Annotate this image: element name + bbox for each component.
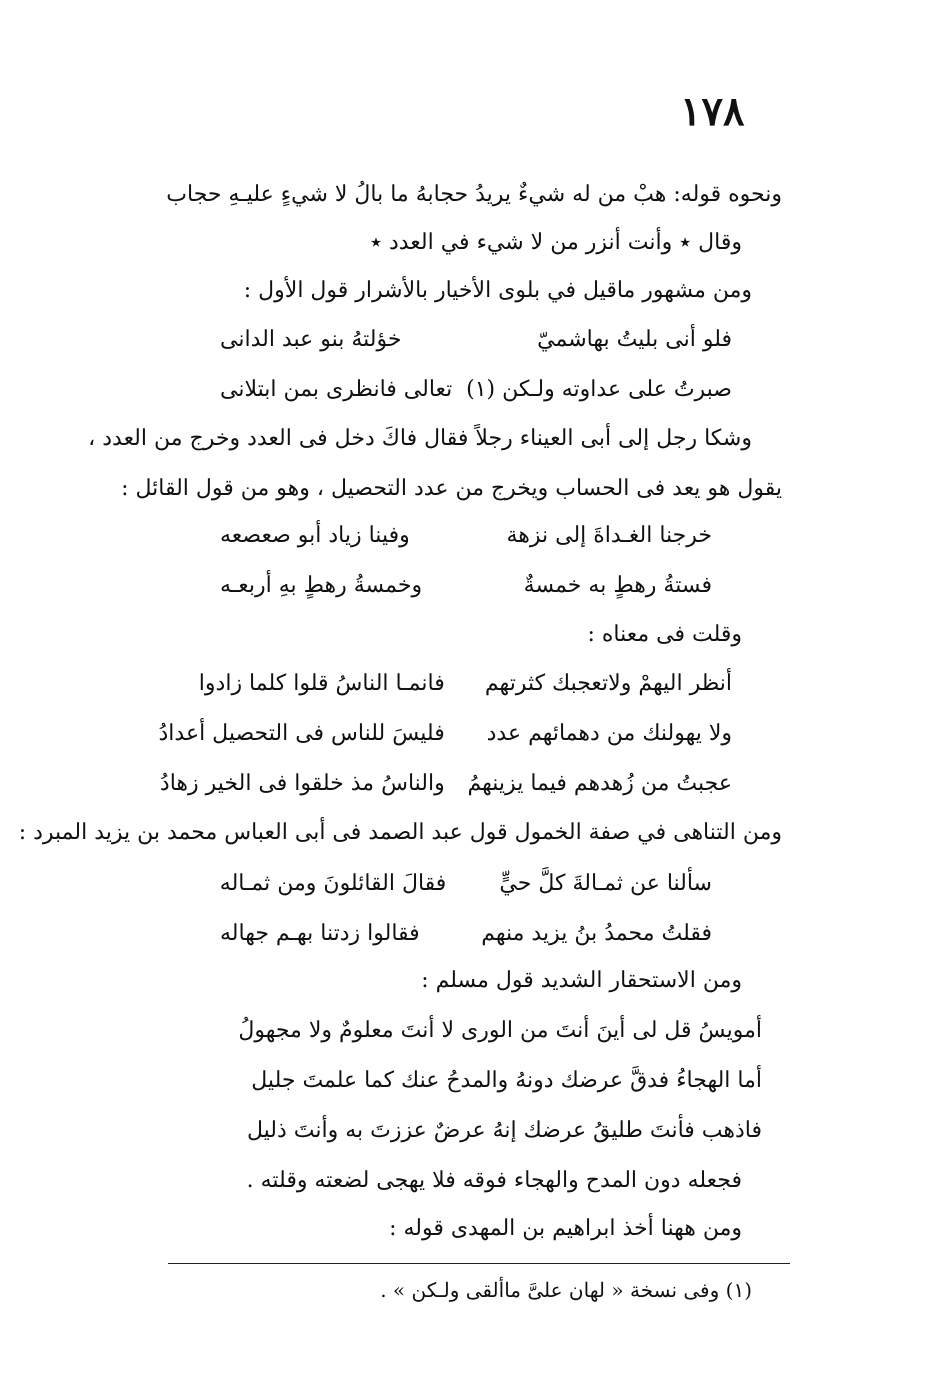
verse-2-2 (220, 570, 712, 602)
text-line-7: ومن التناهى في صفة الخمول قول عبد الصمد فى أبى العباس محمد بن يزيد المبرد : (18, 820, 782, 845)
verse-hemistich-first: فستةُ رهطٍ به خمسةٌ (523, 573, 712, 598)
verse-hemistich-second: وخمسةُ رهطٍ بهِ أربعـه (220, 573, 423, 598)
text-line-6: وقلت فى معناه : (587, 622, 742, 647)
verse-1-1 (220, 324, 732, 356)
text-line-10: أما الهجاءُ فدقَّ عرضك دونهُ والمدحُ عنك كما علمتَ جليل (251, 1068, 762, 1093)
text-line-8: ومن الاستحقار الشديد قول مسلم : (421, 968, 742, 993)
verse-hemistich-second: فليسَ للناس فى التحصيل أعدادُ (158, 721, 445, 746)
text-line-9: أمويسُ قل لى أينَ أنتَ من الورى لا أنتَ معلومٌ ولا مجهولُ (238, 1018, 762, 1043)
verse-hemistich-second: وفينا زياد أبو صعصعه (220, 523, 410, 548)
page-number: ١٧٨ (680, 88, 745, 135)
verse-hemistich-second: تعالى فانظرى بمن ابتلانى (220, 377, 453, 402)
verse-4-2 (220, 918, 712, 950)
text-line-3: ومن مشهور ماقيل في بلوى الأخيار بالأشرار قول الأول : (243, 278, 752, 303)
verse-hemistich-first: خرجنا الغـداةَ إلى نزهة (506, 523, 712, 548)
text-line-12: فجعله دون المدح والهجاء فوقه فلا يهجى لضعته وقلته . (246, 1168, 742, 1193)
verse-hemistich-first: فقلتُ محمدُ بنُ يزيد منهم (481, 921, 712, 946)
verse-3-1 (200, 668, 732, 700)
verse-hemistich-first: فلو أنى بليتُ بهاشميّ (537, 327, 732, 352)
text-line-13: ومن ههنا أخذ ابراهيم بن المهدى قوله : (389, 1216, 742, 1241)
verse-hemistich-first: صبرتُ على عداوته ولـكن (١) (466, 377, 732, 402)
verse-hemistich-second: خؤلتهُ بنو عبد الدانى (220, 327, 402, 352)
verse-3-3 (159, 768, 732, 800)
verse-hemistich-first: أنظر اليهمْ ولاتعجبك كثرتهم (484, 671, 732, 696)
verse-hemistich-second: فانمـا الناسُ قلوا كلما زادوا (198, 671, 445, 696)
verse-3-2 (158, 718, 732, 750)
verse-hemistich-second: والناسُ مذ خلقوا فى الخير زهادُ (159, 771, 445, 796)
footnote: (١) وفى نسخة « لهان علىَّ ماألقى ولـكن » . (380, 1278, 752, 1302)
verse-hemistich-first: سألنا عن ثمـالةَ كلَّ حيٍّ (499, 871, 712, 896)
text-line-4: وشكا رجل إلى أبى العيناء رجلاً فقال فاكَ دخل فى العدد وخرج من العدد ، (88, 426, 752, 451)
text-line-2: وقال ٭ وأنت أنزر من لا شيء في العدد ٭ (369, 230, 742, 255)
verse-2-1 (220, 520, 712, 552)
verse-1-2 (220, 374, 732, 406)
verse-hemistich-second: فقالَ القائلونَ ومن ثمـاله (219, 871, 447, 896)
footnote-separator (168, 1263, 790, 1264)
verse-4-1 (220, 868, 712, 900)
verse-hemistich-second: فقالوا زدتنا بهـم جهاله (220, 921, 420, 946)
text-line-11: فاذهب فأنتَ طليقُ عرضك إنهُ عرضٌ عززتَ به وأنتَ ذليل (246, 1118, 762, 1143)
text-line-5: يقول هو يعد فى الحساب ويخرج من عدد التحصيل ، وهو من قول القائل : (121, 476, 782, 501)
text-line-1: ونحوه قوله: هبْ من له شيءٌ يريدُ حجابهُ ما بالُ لا شيءٍ عليـهِ حجاب (166, 182, 782, 207)
verse-hemistich-first: عجبتُ من زُهدهم فيما يزينهمُ (467, 771, 732, 796)
verse-hemistich-first: ولا يهولنك من دهمائهم عدد (486, 721, 732, 746)
